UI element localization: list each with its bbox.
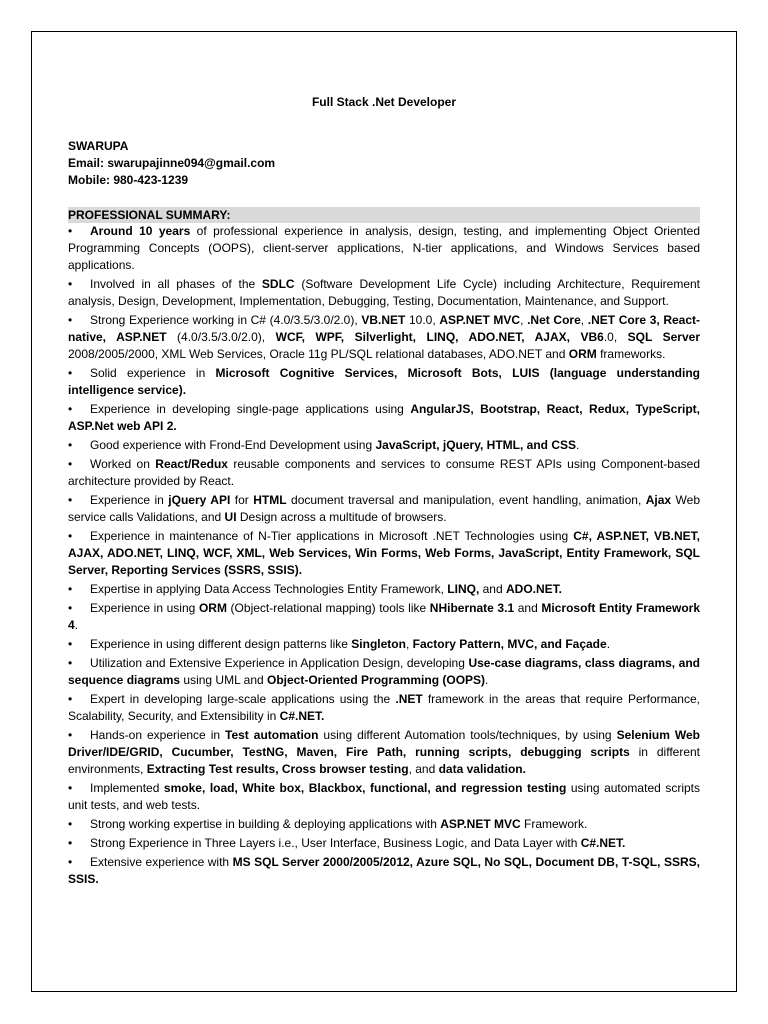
summary-bold-text: React/Redux — [155, 457, 228, 471]
summary-bold-text: VB.NET — [361, 313, 406, 327]
summary-item — [68, 581, 700, 598]
summary-text: Solid experience in — [90, 366, 216, 380]
bullet-icon: • — [68, 457, 73, 471]
summary-text: Framework. — [520, 817, 588, 831]
summary-text: using different Automation tools/techniques, by using — [318, 728, 617, 742]
summary-bold-text: HTML — [253, 493, 287, 507]
candidate-name: SWARUPA — [68, 139, 129, 153]
summary-item — [68, 223, 700, 274]
summary-bold-text: SQL Server — [627, 330, 700, 344]
summary-text: frameworks. — [596, 347, 666, 361]
summary-item — [68, 655, 700, 689]
summary-item — [68, 636, 700, 653]
summary-item — [68, 780, 700, 814]
summary-text: Extensive experience with — [90, 855, 233, 869]
bullet-icon: • — [68, 277, 73, 291]
summary-bold-text: .Net Core — [527, 313, 581, 327]
summary-text: using automated scripts unit tests, and web tests. — [68, 781, 700, 812]
bullet-icon: • — [68, 781, 73, 795]
summary-bold-text: NHibernate 3.1 — [429, 601, 515, 615]
summary-text: . — [576, 438, 580, 452]
summary-bold-text: Test automation — [225, 728, 319, 742]
summary-text: . — [606, 637, 611, 651]
summary-text: . — [485, 673, 489, 687]
summary-bold-text: WCF, WPF, Silverlight, LINQ, ADO.NET, AJAX, VB6 — [275, 330, 604, 344]
bullet-icon: • — [68, 656, 73, 670]
summary-bold-text: data validation. — [438, 762, 526, 776]
summary-item — [68, 437, 700, 454]
summary-item — [68, 401, 700, 435]
summary-bold-text: ADO.NET. — [505, 582, 562, 596]
email-label: Email — [68, 156, 101, 170]
summary-bold-text: Microsoft Entity Framework 4 — [68, 601, 700, 632]
summary-text: Strong working expertise in building & deploying applications with — [90, 817, 441, 831]
summary-item — [68, 816, 700, 833]
summary-text: framework in the areas that require Performance, Scalability, Security, and Extensibility in — [68, 692, 700, 723]
summary-item — [68, 854, 700, 888]
summary-text: for — [230, 493, 254, 507]
summary-bold-text: AngularJS, Bootstrap, React, Redux, TypeScript, ASP.Net web API 2. — [68, 402, 700, 433]
summary-bold-text: C#.NET. — [580, 836, 626, 850]
summary-bold-text: Microsoft Cognitive Services, Microsoft Bots, LUIS (language understanding intelligence service). — [68, 366, 700, 397]
summary-text: Good experience with Frond-End Development using — [90, 438, 376, 452]
summary-text: Utilization and Extensive Experience in Application Design, developing — [90, 656, 469, 670]
bullet-icon: • — [68, 313, 73, 327]
summary-item — [68, 276, 700, 310]
bullet-icon: • — [68, 836, 73, 850]
summary-item — [68, 492, 700, 526]
contact-block — [68, 138, 700, 189]
summary-bold-text: Extracting Test results, Cross browser testing — [146, 762, 409, 776]
summary-text: using UML and — [180, 673, 267, 687]
summary-text: reusable components and services to consume REST APIs using Component-based architecture provided by React. — [68, 457, 700, 488]
summary-bold-text: SDLC — [261, 277, 295, 291]
summary-item — [68, 312, 700, 363]
summary-bold-text: C#, ASP.NET, VB.NET, AJAX, ADO.NET, LINQ, WCF, XML, Web Services, Win Forms, Web Forms, JavaScript, Entity Framework, SQL Server, Reporting Services (SSRS, SSIS). — [68, 529, 700, 577]
bullet-icon: • — [68, 601, 73, 615]
summary-text: of professional experience in analysis, design, testing, and implementing Object Oriented Programming Concepts (OOPS), client-server applications, N-tier applications, and Windows Services based applications. — [68, 224, 700, 272]
summary-bold-text: ASP.NET MVC — [440, 817, 521, 831]
summary-bold-text: Use-case diagrams, class diagrams, and sequence diagrams — [68, 656, 700, 687]
summary-bold-text: Factory Pattern, MVC, and Façade — [412, 637, 607, 651]
bullet-icon: • — [68, 728, 73, 742]
summary-bold-text: ORM — [568, 347, 597, 361]
email-value: : swarupajinne094@gmail.com — [100, 156, 276, 170]
summary-text: , — [520, 313, 528, 327]
summary-text: 2008/2005/2000, XML Web Services, Oracle 11g PL/SQL relational databases, ADO.NET and — [68, 347, 569, 361]
bullet-icon: • — [68, 692, 73, 706]
summary-text: Involved in all phases of the — [90, 277, 262, 291]
summary-bold-text: jQuery API — [168, 493, 231, 507]
bullet-icon: • — [68, 224, 73, 238]
summary-text: Design across a multitude of browsers. — [236, 510, 447, 524]
bullet-icon: • — [68, 402, 73, 416]
summary-text: , and — [408, 762, 439, 776]
document-title: Full Stack .Net Developer — [311, 95, 457, 109]
summary-text: . — [74, 618, 79, 632]
bullet-icon: • — [68, 493, 73, 507]
summary-bold-text: LINQ, — [447, 582, 480, 596]
summary-text: Experience in using different design patterns like — [90, 637, 352, 651]
summary-text: in different environments, — [68, 745, 701, 776]
summary-bold-text: Ajax — [645, 493, 672, 507]
summary-text: Web service calls Validations, and — [68, 493, 701, 524]
summary-bold-text: UI — [224, 510, 237, 524]
summary-text: (Software Development Life Cycle) including Architecture, Requirement analysis, Design, Development, Implementation, Debugging, Testing, Documentation, Maintenance, and Support. — [68, 277, 700, 308]
summary-text: Hands-on experience in — [90, 728, 226, 742]
summary-text: Experience in maintenance of N-Tier applications in Microsoft .NET Technologies using — [90, 529, 574, 543]
section-heading-professional-summary: PROFESSIONAL SUMMARY: — [68, 207, 700, 223]
summary-bold-text: C#.NET. — [279, 709, 325, 723]
summary-bold-text: ASP.NET MVC — [439, 313, 521, 327]
summary-bold-text: Around 10 years — [90, 224, 191, 238]
summary-text: 10.0, — [405, 313, 440, 327]
summary-item — [68, 528, 700, 579]
summary-item — [68, 691, 700, 725]
summary-text: Strong Experience working in C# (4.0/3.5/3.0/2.0), — [90, 313, 362, 327]
summary-text: Experience in developing single-page applications using — [90, 402, 411, 416]
summary-item — [68, 600, 700, 634]
bullet-icon: • — [68, 366, 73, 380]
bullet-icon: • — [68, 529, 73, 543]
summary-text: and — [479, 582, 506, 596]
bullet-icon: • — [68, 637, 73, 651]
summary-bold-text: ORM — [198, 601, 227, 615]
summary-bold-text: .NET Core 3, React-native, ASP.NET — [68, 313, 701, 344]
summary-text: document traversal and manipulation, event handling, animation, — [286, 493, 646, 507]
mobile-line: Mobile: 980-423-1239 — [68, 173, 189, 187]
bullet-icon: • — [68, 582, 73, 596]
summary-bold-text: Selenium Web Driver/IDE/GRID, Cucumber, TestNG, Maven, Fire Path, running scripts, debugging scripts — [68, 728, 701, 759]
bullet-icon: • — [68, 855, 73, 869]
summary-text: Expert in developing large-scale applications using the — [90, 692, 396, 706]
summary-bold-text: Object-Oriented Programming (OOPS) — [267, 673, 486, 687]
summary-list — [68, 223, 700, 888]
summary-text: (Object-relational mapping) tools like — [226, 601, 430, 615]
summary-text: (4.0/3.5/3.0/2.0), — [166, 330, 276, 344]
summary-text: Experience in — [90, 493, 169, 507]
bullet-icon: • — [68, 438, 73, 452]
summary-bold-text: .NET — [395, 692, 423, 706]
summary-text: , — [405, 637, 413, 651]
summary-item — [68, 727, 700, 778]
summary-item — [68, 835, 700, 852]
summary-text: , — [580, 313, 588, 327]
summary-item — [68, 456, 700, 490]
summary-bold-text: Singleton — [351, 637, 406, 651]
summary-bold-text: MS SQL Server 2000/2005/2012, Azure SQL, No SQL, Document DB, T-SQL, SSRS, SSIS. — [68, 855, 700, 886]
summary-text: Strong Experience in Three Layers i.e., User Interface, Business Logic, and Data Layer with — [90, 836, 581, 850]
summary-text: Worked on — [90, 457, 156, 471]
summary-bold-text: smoke, load, White box, Blackbox, functional, and regression testing — [163, 781, 567, 795]
summary-text: and — [514, 601, 542, 615]
summary-bold-text: JavaScript, jQuery, HTML, and CSS — [375, 438, 576, 452]
summary-text: .0, — [603, 330, 628, 344]
email-line — [68, 155, 700, 172]
summary-item — [68, 365, 700, 399]
summary-text: Experience in using — [90, 601, 199, 615]
summary-text: Expertise in applying Data Access Technologies Entity Framework, — [90, 582, 448, 596]
bullet-icon: • — [68, 817, 73, 831]
resume-content — [68, 94, 700, 890]
summary-text: Implemented — [90, 781, 164, 795]
